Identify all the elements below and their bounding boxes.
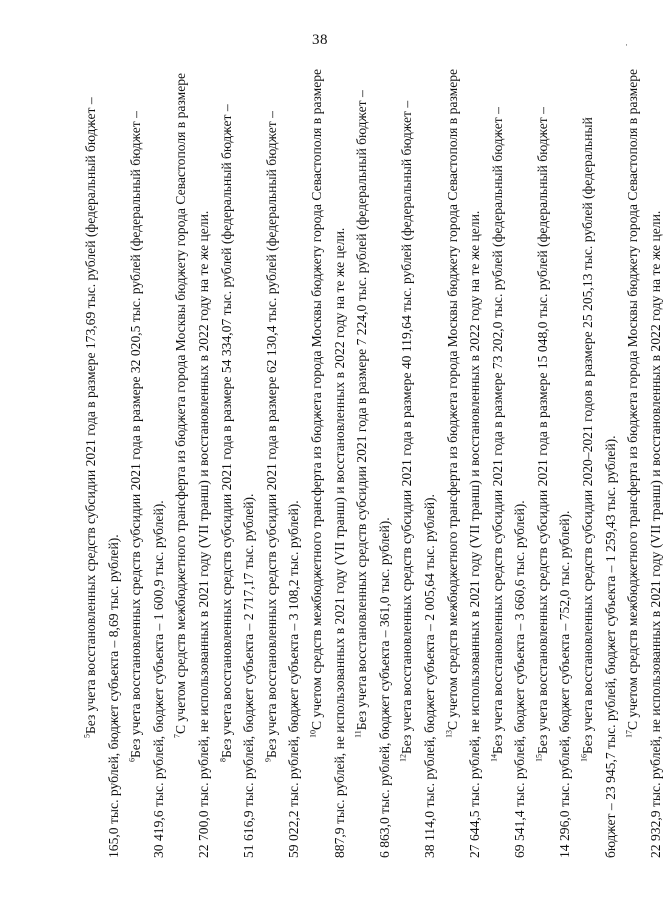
footnote-number: 15 [534,754,544,762]
footnote-number: 17 [624,730,634,738]
footnote-number: 9 [263,758,273,762]
footnote-number: 16 [579,754,589,762]
footnote-text-cont: 14 296,0 тыс. рублей, бюджет субъекта – 752,0 тыс. рублей). [557,510,573,858]
footnote-text-cont: 27 644,5 тыс. рублей, не использованных в 2021 году (VII транш) и восстановленных в 2022 году на те же цели. [467,210,483,858]
footnote-8 [216,28,261,858]
footnote-text: С учетом средств межбюджетного трансферта из бюджета города Москвы бюджету города Севастополя в размере [444,68,460,730]
footnote-number: 7 [172,734,182,738]
footnote-text: Без учета восстановленных средств субсидии 2021 года в размере 7 224,0 тыс. рублей (федеральный бюджет – [354,90,370,731]
footnote-text-cont: 165,0 тыс. рублей, бюджет субъекта – 8,69 тыс. рублей). [105,534,121,858]
footnote-text: С учетом средств межбюджетного трансферта из бюджета города Москвы бюджету города Севастополя в размере [625,68,641,730]
footnote-number: 12 [398,754,408,762]
footnote-number: 10 [308,730,318,738]
footnote-12 [396,28,441,858]
footnote-text-cont: бюджет – 23 945,7 тыс. рублей, бюджет субъекта – 1 259,43 тыс. рублей). [602,435,618,858]
footnote-number: 5 [82,734,92,738]
footnote-text: Без учета восстановленных средств субсидии 2021 года в размере 40 119,64 тыс. рублей (федеральный бюджет – [399,100,415,754]
footnote-14 [487,28,532,858]
footnote-number: 14 [489,754,499,762]
footnote-9 [261,28,306,858]
footnote-11 [351,28,396,858]
footnote-text: Без учета восстановленных средств субсидии 2021 года в размере 62 130,4 тыс. рублей (федеральный бюджет – [263,111,279,758]
footnote-text-cont: 59 022,2 тыс. рублей, бюджет субъекта – 3 108,2 тыс. рублей). [286,500,302,858]
footnote-number: 6 [127,758,137,762]
scan-mark: · [625,40,628,50]
footnote-17 [622,28,667,858]
footnote-text-cont: 30 419,6 тыс. рублей, бюджет субъекта – 1 600,9 тыс. рублей). [150,500,166,858]
footnote-6 [125,28,170,858]
footnote-text: С учетом средств межбюджетного трансферта из бюджета города Москвы бюджету города Севастополя в размере [308,68,324,730]
footnote-text: Без учета восстановленных средств субсидии 2021 года в размере 54 334,07 тыс. рублей (федеральный бюджет – [218,104,234,758]
footnote-number: 8 [218,758,228,762]
footnote-text: С учетом средств межбюджетного трансферта из бюджета города Москвы бюджету города Севастополя в размере [173,72,189,734]
footnote-text-cont: 22 700,0 тыс. рублей, не использованных в 2021 году (VII транш) и восстановленных в 2022 году на те же цели. [195,210,211,858]
footnote-13 [442,28,487,858]
footnote-text-cont: 38 114,0 тыс. рублей, бюджет субъекта – 2 005,64 тыс. рублей). [421,494,437,858]
footnote-text-cont: 6 863,0 тыс. рублей, бюджет субъекта – 361,0 тыс. рублей). [376,517,392,858]
footnote-number: 13 [443,730,453,738]
footnote-5 [80,28,125,858]
footnote-text: Без учета восстановленных средств субсидии 2021 года в размере 173,69 тыс. рублей (федеральный бюджет – [83,97,98,734]
footnote-15 [532,28,577,858]
footnote-text: Без учета восстановленных средств субсидии 2021 года в размере 73 202,0 тыс. рублей (федеральный бюджет – [489,107,505,754]
footnotes-block [80,28,663,858]
footnote-number: 11 [353,730,363,738]
page-number: 38 [312,32,328,48]
footnote-text-cont: 887,9 тыс. рублей, не использованных в 2021 году (VII транш) и восстановленных в 2022 году на те же цели. [331,227,347,858]
footnote-text-cont: 22 932,9 тыс. рублей, не использованных в 2021 году (VII транш) и восстановленных в 2022 году на те же цели. [647,210,663,858]
footnote-7 [170,28,215,858]
footnote-10 [306,28,351,858]
footnote-text-cont: 69 541,4 тыс. рублей, бюджет субъекта – 3 660,6 тыс. рублей). [512,500,528,858]
footnote-text-cont: 51 616,9 тыс. рублей, бюджет субъекта – 2 717,17 тыс. рублей). [241,493,257,858]
footnote-16 [577,28,622,858]
footnote-text: Без учета восстановленных средств субсидии 2021 года в размере 32 020,5 тыс. рублей (федеральный бюджет – [128,111,144,758]
footnote-text: Без учета восстановленных средств субсидии 2021 года в размере 15 048,0 тыс. рублей (федеральный бюджет – [534,107,550,754]
footnote-text: Без учета восстановленных средств субсидии 2020–2021 годов в размере 25 205,13 тыс. рублей (федеральный [580,117,596,754]
